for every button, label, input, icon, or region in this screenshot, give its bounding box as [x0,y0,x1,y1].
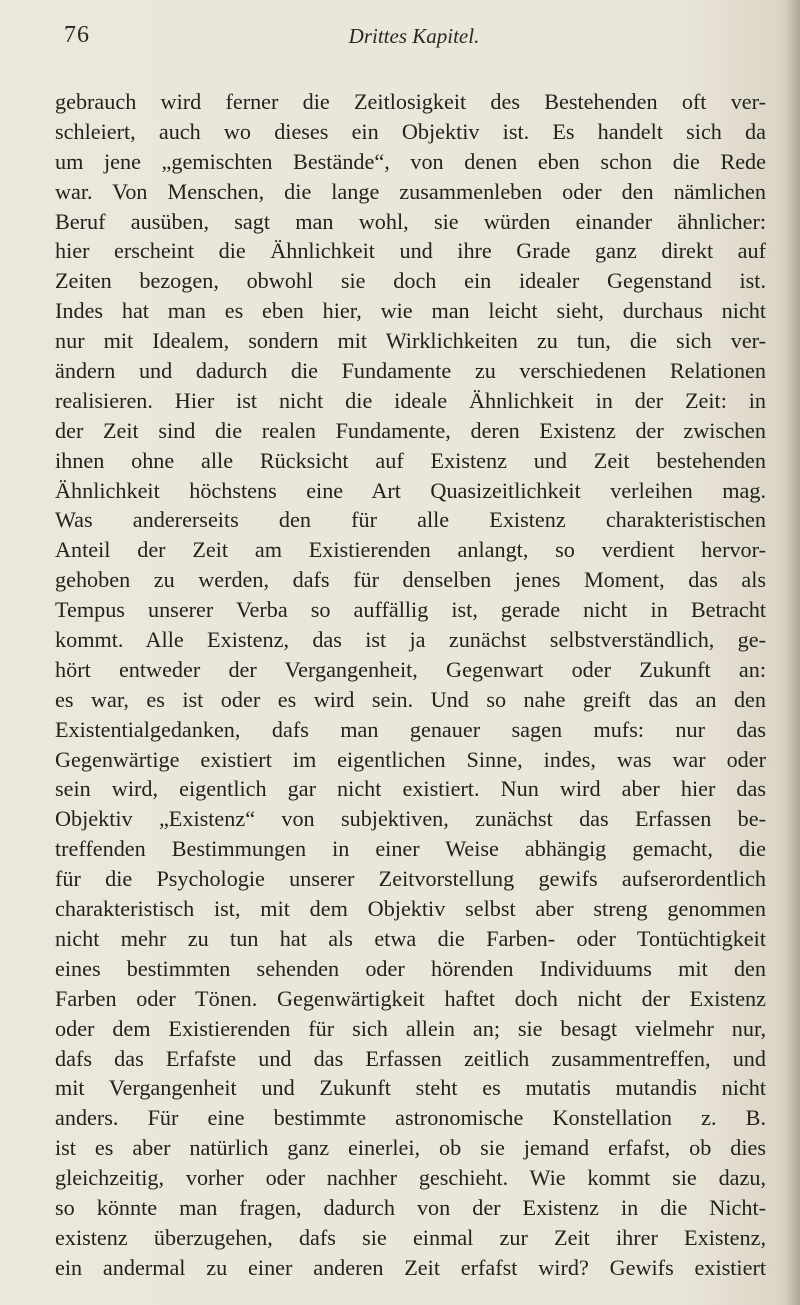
text-line: Zeiten bezogen, obwohl sie doch ein idealer Gegenstand ist. [55,268,766,294]
text-line: realisieren. Hier ist nicht die ideale Ähnlichkeit in der Zeit: in [55,387,766,413]
text-line: mit Vergangenheit und Zukunft steht es mutatis mutandis nicht [55,1075,766,1101]
page-header [64,22,764,56]
text-line: gebrauch wird ferner die Zeitlosigkeit des Bestehenden oft ver- [55,89,766,114]
text-line: anders. Für eine bestimmte astronomische Konstellation z. B. [55,1105,766,1131]
text-line: ändern und dadurch die Fundamente zu verschiedenen Relationen [55,358,766,384]
text-line: gehoben zu werden, dafs für denselben jenes Moment, das als [55,567,766,593]
text-line: Anteil der Zeit am Existierenden anlangt, so verdient hervor- [55,537,766,563]
text-line: Was andererseits den für alle Existenz charakteristischen [55,507,766,533]
text-line: Existentialgedanken, dafs man genauer sagen mufs: nur das [55,716,766,742]
text-line: Indes hat man es eben hier, wie man leicht sieht, durchaus nicht [55,298,766,324]
text-line: kommt. Alle Existenz, das ist ja zunächst selbstverständlich, ge- [55,627,766,653]
text-line: war. Von Menschen, die lange zusammenleben oder den nämlichen [55,178,766,204]
text-line: Beruf ausüben, sagt man wohl, sie würden einander ähnlicher: [55,208,766,234]
text-line: hört entweder der Vergangenheit, Gegenwart oder Zukunft an: [55,656,766,682]
text-line: nur mit Idealem, sondern mit Wirklichkeiten zu tun, die sich ver- [55,328,766,354]
text-line: sein wird, eigentlich gar nicht existiert. Nun wird aber hier das [55,776,766,802]
text-line: ein andermal zu einer anderen Zeit erfafst wird? Gewifs existiert [55,1254,766,1280]
text-line: hier erscheint die Ähnlichkeit und ihre Grade ganz direkt auf [55,238,766,264]
page-number: 76 [64,22,90,48]
page-edge-shadow [786,0,800,1305]
text-line: Objektiv „Existenz“ von subjektiven, zunächst das Erfassen be- [55,806,766,832]
text-line: eines bestimmten sehenden oder hörenden Individuums mit den [55,955,766,981]
text-line: gleichzeitig, vorher oder nachher geschieht. Wie kommt sie dazu, [55,1165,766,1191]
text-line: ist es aber natürlich ganz einerlei, ob sie jemand erfafst, ob dies [55,1135,766,1161]
text-line: schleiert, auch wo dieses ein Objektiv ist. Es handelt sich da [55,118,766,144]
running-head: Drittes Kapitel. [348,24,480,48]
text-line: ihnen ohne alle Rücksicht auf Existenz und Zeit bestehenden [55,447,766,473]
body-text [55,87,766,1283]
text-line: so könnte man fragen, dadurch von der Existenz in die Nicht- [55,1194,766,1220]
text-line: Tempus unserer Verba so auffällig ist, gerade nicht in Betracht [55,597,766,623]
text-line: dafs das Erfafste und das Erfassen zeitlich zusammentreffen, und [55,1045,766,1071]
text-line: existenz überzugehen, dafs sie einmal zur Zeit ihrer Existenz, [55,1224,766,1250]
text-line: Farben oder Tönen. Gegenwärtigkeit haftet doch nicht der Existenz [55,985,766,1011]
text-line: treffenden Bestimmungen in einer Weise abhängig gemacht, die [55,836,766,862]
text-line: Gegenwärtige existiert im eigentlichen Sinne, indes, was war oder [55,746,766,772]
text-line: nicht mehr zu tun hat als etwa die Farben- oder Tontüchtigkeit [55,925,766,951]
text-line: der Zeit sind die realen Fundamente, deren Existenz der zwischen [55,417,766,443]
text-line: oder dem Existierenden für sich allein an; sie besagt vielmehr nur, [55,1015,766,1041]
text-line: charakteristisch ist, mit dem Objektiv selbst aber streng genommen [55,896,766,922]
text-line: Ähnlichkeit höchstens eine Art Quasizeitlichkeit verleihen mag. [55,477,766,503]
text-line: für die Psychologie unserer Zeitvorstellung gewifs aufserordentlich [55,866,766,892]
text-line: es war, es ist oder es wird sein. Und so nahe greift das an den [55,686,766,712]
text-line: um jene „gemischten Bestände“, von denen eben schon die Rede [55,148,766,174]
